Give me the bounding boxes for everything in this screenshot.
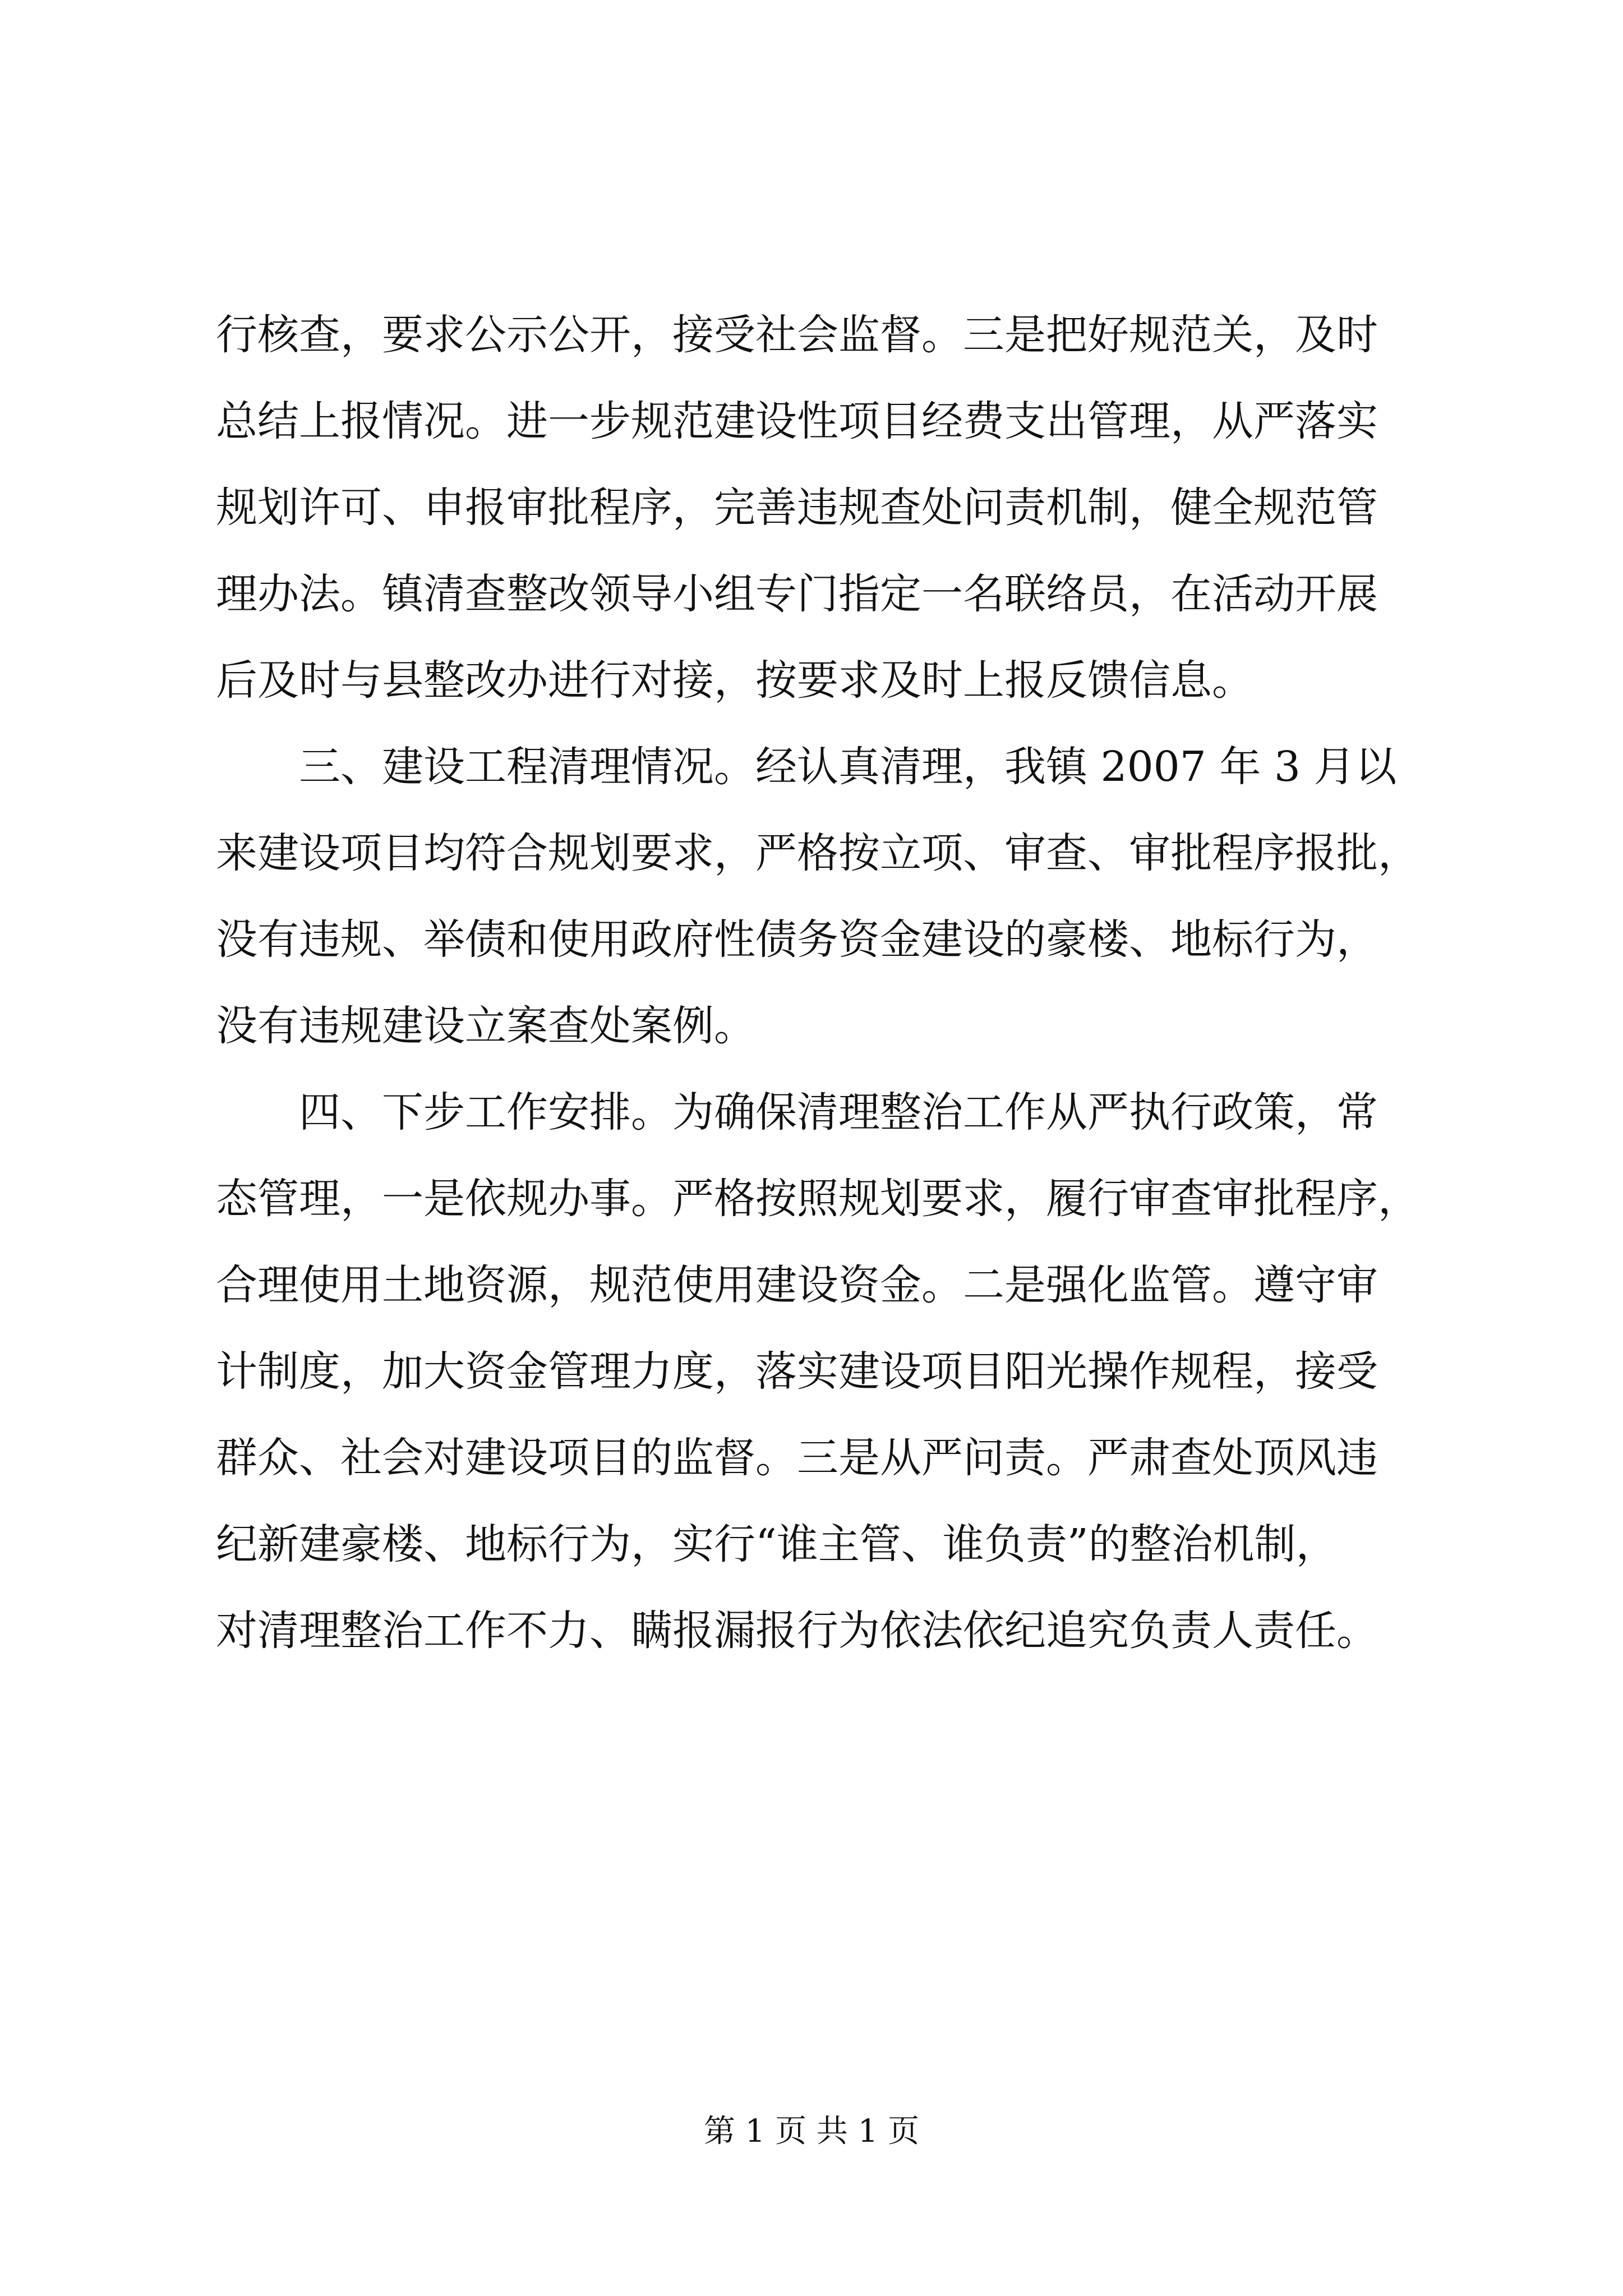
paragraph-line: 纪新建豪楼、地标行为，实行“谁主管、谁负责”的整治机制， [216, 1520, 1338, 1568]
paragraph-line: 规划许可、申报审批程序，完善违规查处问责机制，健全规范管 [216, 484, 1378, 532]
paragraph-line: 后及时与县整改办进行对接，按要求及时上报反馈信息。 [216, 656, 1253, 705]
document-body [216, 292, 1419, 1674]
paragraph-line: 群众、社会对建设项目的监督。三是从严问责。严肃查处顶风违 [216, 1434, 1378, 1482]
paragraph-line: 四、下步工作安排。为确保清理整治工作从严执行政策，常 [299, 1088, 1378, 1137]
paragraph-line: 没有违规、举债和使用政府性债务资金建设的豪楼、地标行为， [216, 915, 1378, 964]
paragraph-3 [216, 1069, 1419, 1674]
paragraph-line: 对清理整治工作不力、瞒报漏报行为依法依纪追究负责人责任。 [216, 1607, 1378, 1655]
paragraph-line: 合理使用土地资源，规范使用建设资金。二是强化监管。遵守审 [216, 1261, 1378, 1309]
paragraph-2 [216, 724, 1419, 1069]
page-number-label: 第 1 页 共 1 页 [703, 2113, 920, 2150]
paragraph-line: 态管理，一是依规办事。严格按照规划要求，履行审查审批程序， [216, 1175, 1419, 1223]
page-footer [0, 2109, 1623, 2154]
paragraph-line: 理办法。镇清查整改领导小组专门指定一名联络员，在活动开展 [216, 570, 1378, 618]
paragraph-line: 行核查，要求公示公开，接受社会监督。三是把好规范关，及时 [216, 311, 1378, 359]
paragraph-line: 总结上报情况。进一步规范建设性项目经费支出管理，从严落实 [216, 397, 1378, 445]
paragraph-line: 没有违规建设立案查处案例。 [216, 1002, 755, 1050]
paragraph-1 [216, 292, 1410, 724]
paragraph-line: 来建设项目均符合规划要求，严格按立项、审查、审批程序报批， [216, 829, 1419, 877]
paragraph-line: 三、建设工程清理情况。经认真清理，我镇 2007 年 3 月以 [299, 743, 1397, 791]
paragraph-line: 计制度，加大资金管理力度，落实建设项目阳光操作规程，接受 [216, 1347, 1378, 1396]
